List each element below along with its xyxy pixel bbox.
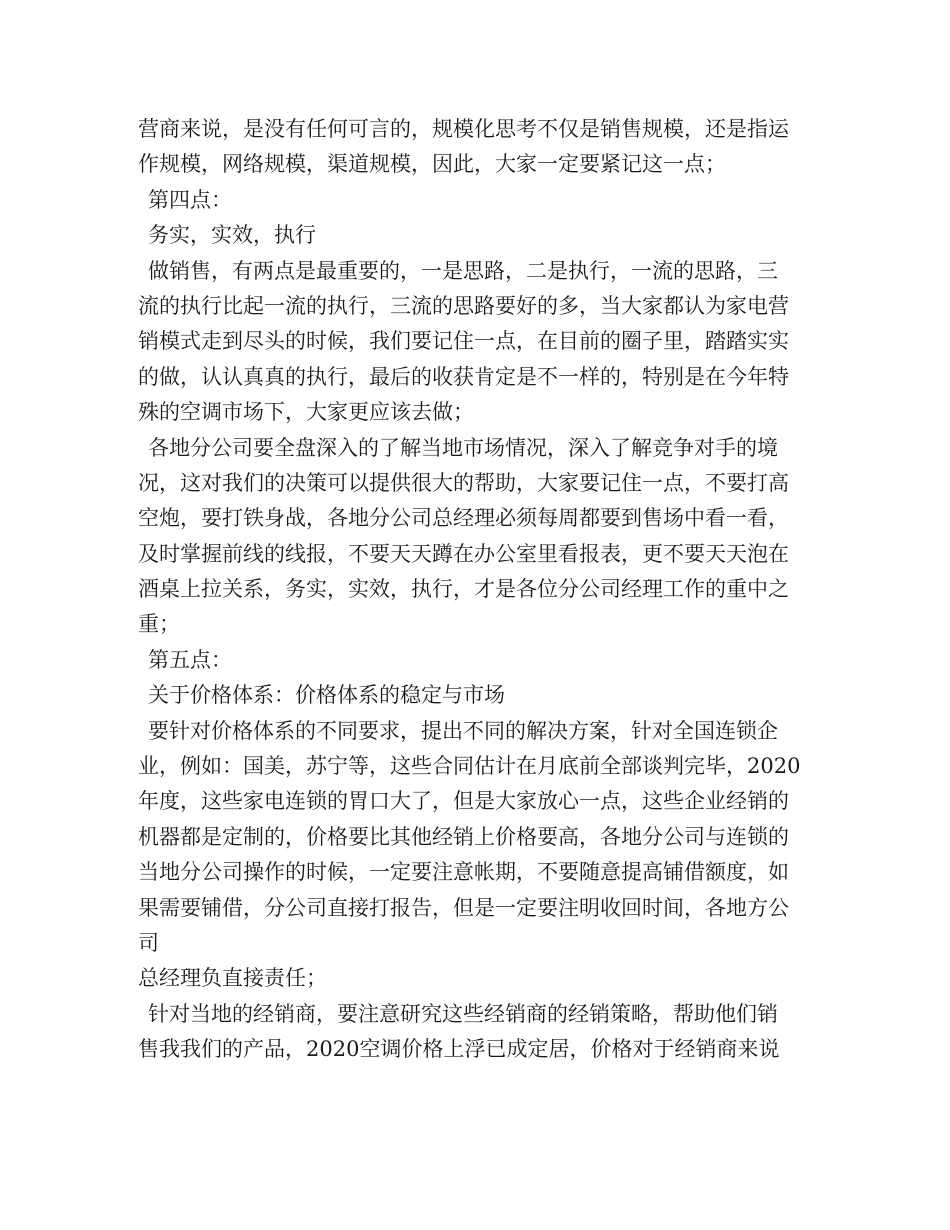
text-line: 业，例如：国美，苏宁等，这些合同估计在月底前全部谈判完毕，2020 xyxy=(138,754,801,779)
text-line: 要针对价格体系的不同要求，提出不同的解决方案，针对全国连锁企 xyxy=(148,718,778,743)
text-line: 的做，认认真真的执行，最后的收获肯定是不一样的，特别是在今年特 xyxy=(138,364,789,389)
text-line: 关于价格体系：价格体系的稳定与市场 xyxy=(148,683,505,708)
text-line: 售我我们的产品，2020空调价格上浮已成定居，价格对于经销商来说 xyxy=(138,1037,780,1062)
text-line: 重； xyxy=(138,612,180,637)
text-line: 年度，这些家电连锁的胃口大了，但是大家放心一点，这些企业经销的 xyxy=(138,789,789,814)
text-line: 作规模，网络规模，渠道规模，因此，大家一定要紧记这一点； xyxy=(138,152,726,177)
text-line: 销模式走到尽头的时候，我们要记住一点，在目前的圈子里，踏踏实实 xyxy=(138,329,789,354)
text-line: 及时掌握前线的线报，不要天天蹲在办公室里看报表，更不要天天泡在 xyxy=(138,541,789,566)
text-line: 务实，实效，执行 xyxy=(148,223,316,248)
text-line: 营商来说，是没有任何可言的，规模化思考不仅是销售规模，还是指运 xyxy=(138,117,789,141)
text-line: 殊的空调市场下，大家更应该去做； xyxy=(138,400,474,425)
text-line: 总经理负直接责任； xyxy=(138,966,327,991)
text-line: 机器都是定制的，价格要比其他经销上价格要高，各地分公司与连锁的 xyxy=(138,824,789,849)
text-line: 酒桌上拉关系，务实，实效，执行，才是各位分公司经理工作的重中之 xyxy=(138,577,789,602)
text-line: 第四点： xyxy=(148,187,232,212)
text-line: 针对当地的经销商，要注意研究这些经销商的经销策略，帮助他们销 xyxy=(148,1001,778,1026)
text-line: 流的执行比起一流的执行，三流的思路要好的多，当大家都认为家电营 xyxy=(138,293,789,318)
text-line: 况，这对我们的决策可以提供很大的帮助，大家要记住一点，不要打高 xyxy=(138,470,789,495)
text-line: 果需要铺借，分公司直接打报告，但是一定要注明收回时间，各地方公 xyxy=(138,895,789,920)
document-body xyxy=(138,112,828,1068)
text-line: 司 xyxy=(138,930,159,955)
text-line: 空炮，要打铁身战，各地分公司总经理必须每周都要到售场中看一看， xyxy=(138,506,789,531)
text-line: 各地分公司要全盘深入的了解当地市场情况，深入了解竞争对手的境 xyxy=(148,435,778,460)
text-line: 做销售，有两点是最重要的，一是思路，二是执行，一流的思路，三 xyxy=(148,258,778,283)
text-line: 当地分公司操作的时候，一定要注意帐期，不要随意提高铺借额度，如 xyxy=(138,860,789,885)
text-line: 第五点： xyxy=(148,647,232,672)
